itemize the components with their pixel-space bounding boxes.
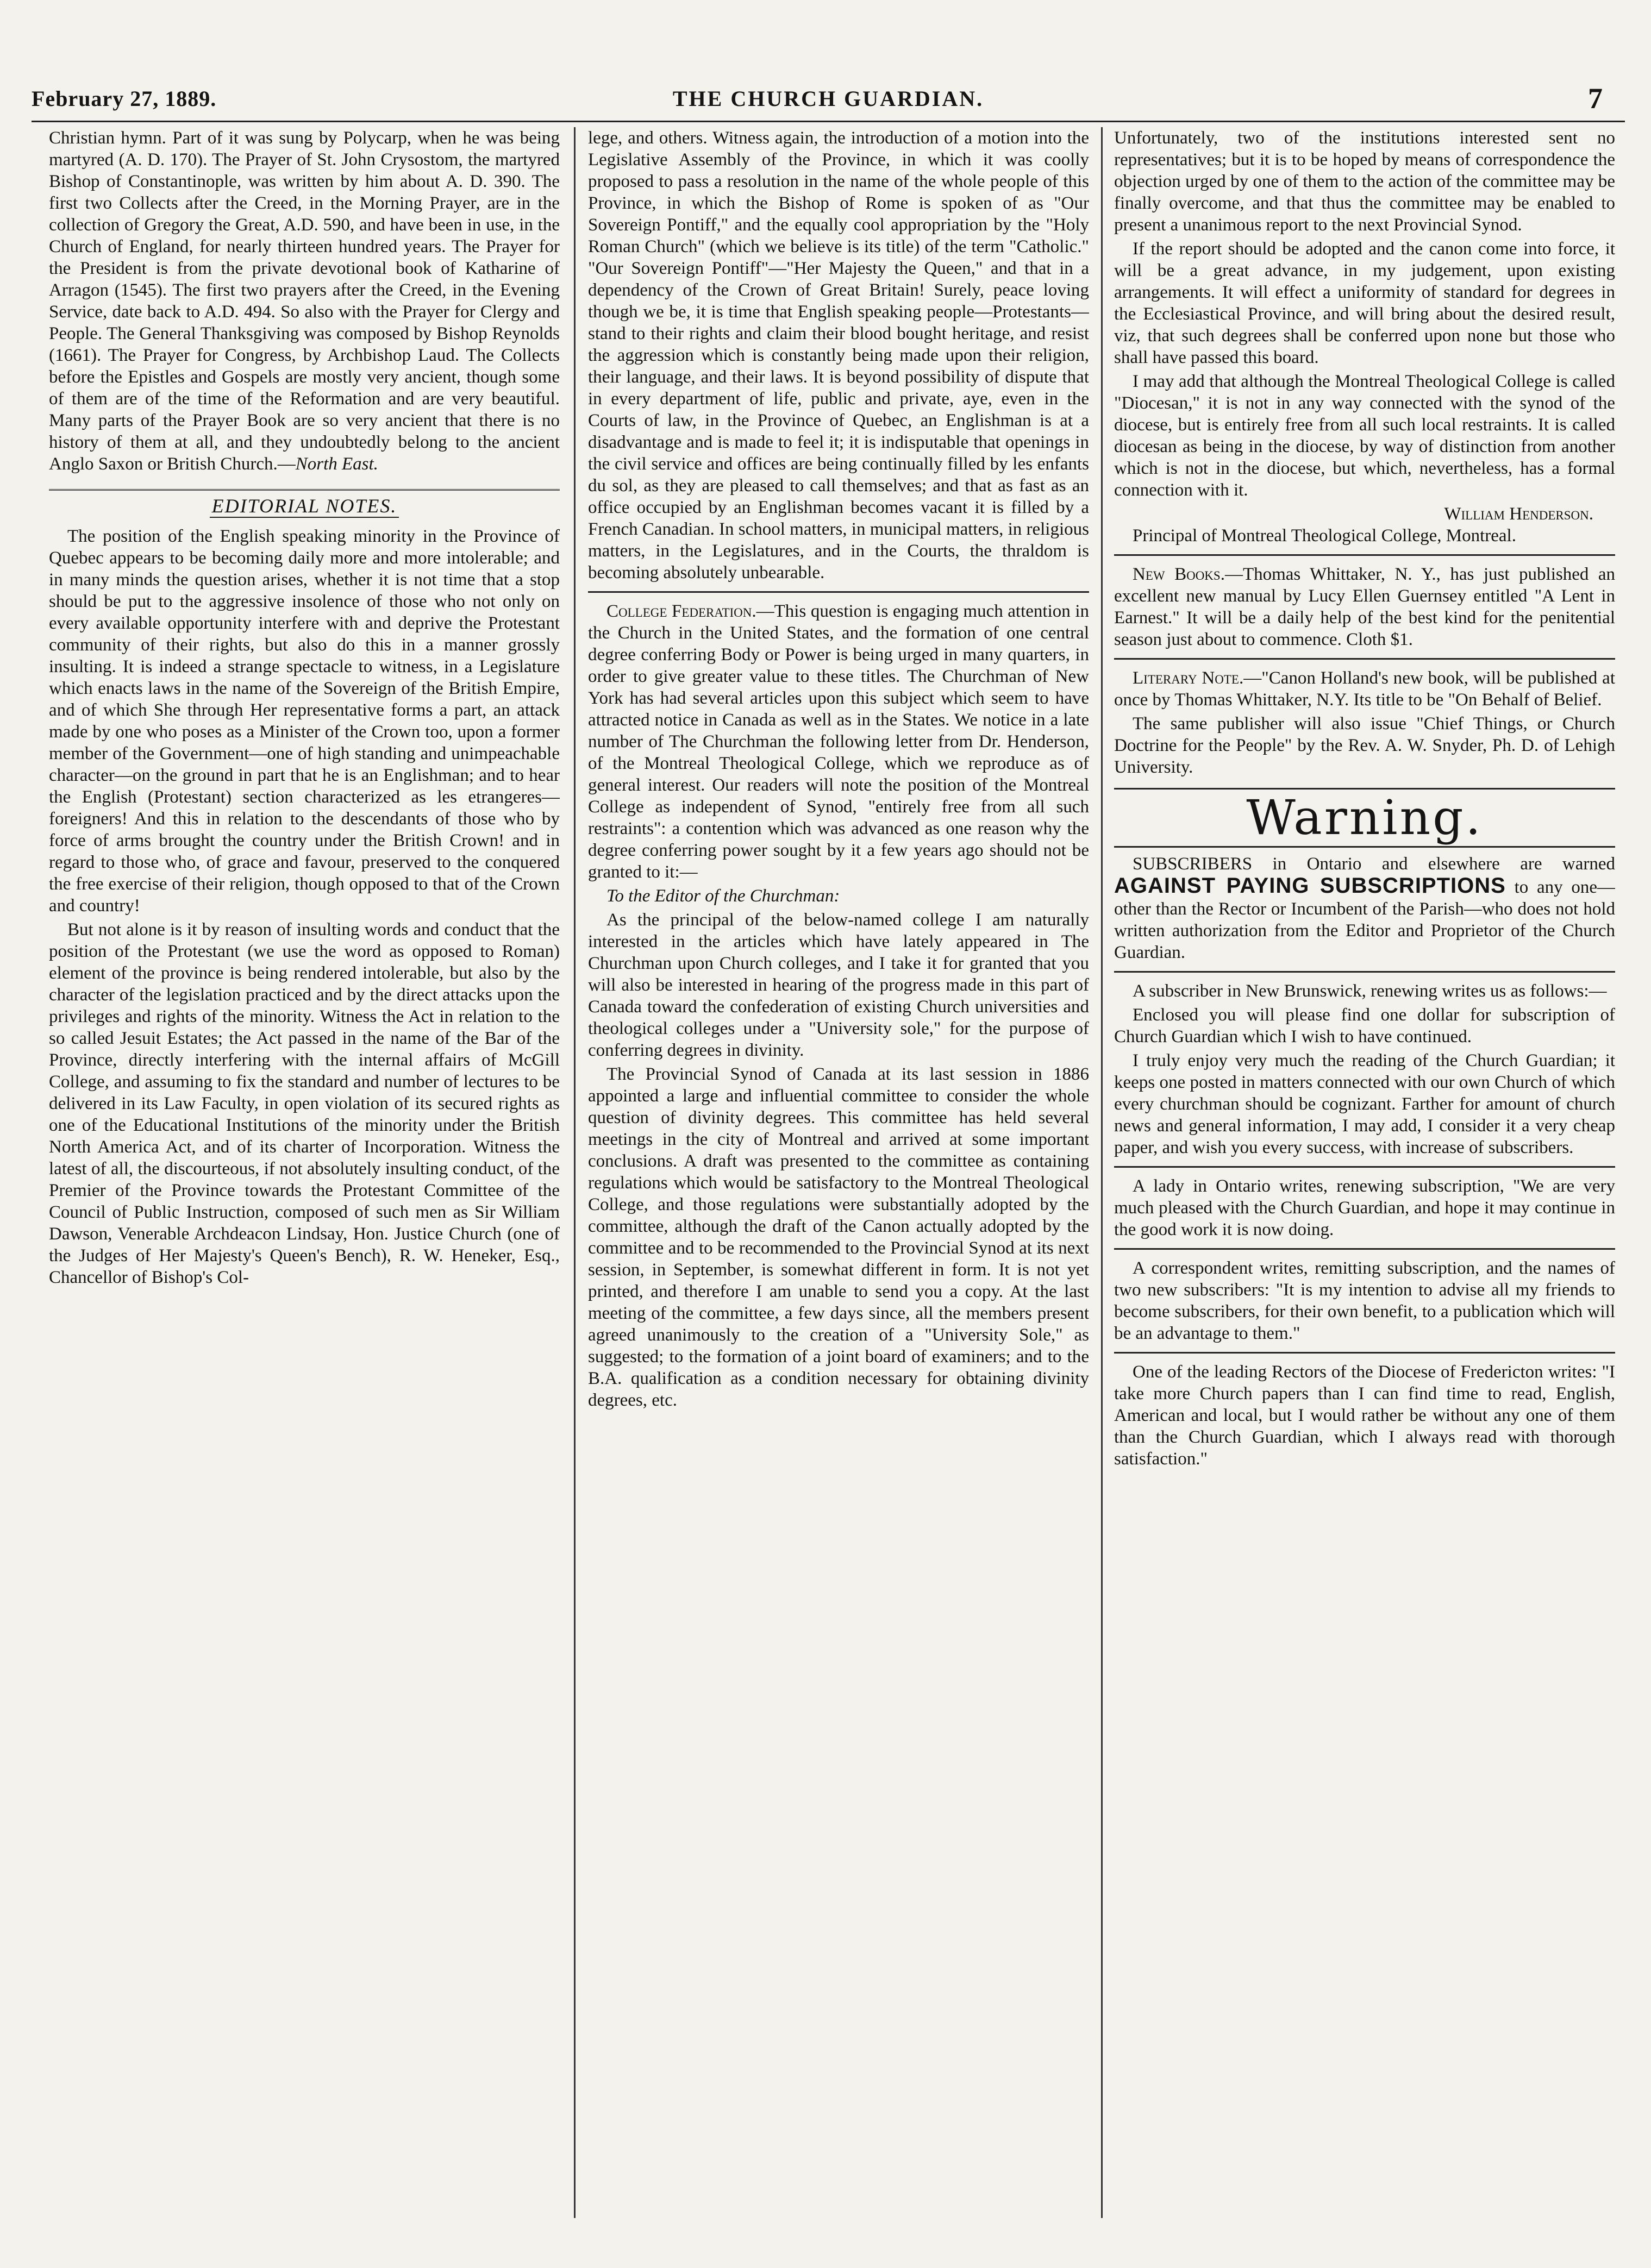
news-item: Literary Note.—"Canon Holland's new book, will be published at once by Thomas Whittaker, N.Y. Its title to be "On Behalf of Belief. xyxy=(1114,668,1615,710)
section-rule xyxy=(588,591,1089,593)
warning-heading: Warning. xyxy=(1114,788,1615,848)
signature-title: Principal of Montreal Theological College, Montreal. xyxy=(1133,526,1516,546)
header-rule xyxy=(32,121,1625,122)
article-paragraph: The position of the English speaking minority in the Province of Quebec appears to be becoming daily more and more intolerable; and in many minds the question arises, whether it is not time that a stop should be put to the aggressive insolence of those who not only on every available opportunity interfere with and deprive the Protestant community of their rights, but also do this in a manner grossly insulting. It is indeed a strange spectacle to witness, in a Legislature which enacts laws in the name of the Sovereign of the British Empire, and of which She through Her representative forms a part, an attack made by one who poses as a Minister of the Crown too, upon a former member of the Government—one of high standing and unimpeachable character—on the ground in part that he is an Englishman; and to hear the English (Protestant) section characterized as les etrangeres—foreigners! And this in relation to the descendants of those who by force of arms brought the country under the British Crown! and in regard to those who, of grace and favour, preserved to the conquered the free exercise of their religion, though opposed to that of the Crown and country! xyxy=(49,527,560,916)
section-heading: EDITORIAL NOTES. xyxy=(49,489,560,518)
section-rule xyxy=(1114,971,1615,973)
letter-paragraph: A correspondent writes, remitting subscription, and the names of two new subscribers: "It is my intention to advise all my friends to become subscribers, for their own benefit, to a publication which will be an advantage to them." xyxy=(1114,1258,1615,1343)
section-rule xyxy=(1114,658,1615,660)
masthead xyxy=(32,82,1625,118)
news-item: New Books.—Thomas Whittaker, N. Y., has just published an excellent new manual by Lucy Ellen Guernsey entitled "A Lent in Earnest." It will be a daily help of the best kind for the penitential season just about to commence. Cloth $1. xyxy=(1114,565,1615,649)
letter-salutation: To the Editor of the Churchman: xyxy=(606,886,840,906)
article-paragraph: College Federation.—This question is engaging much attention in the Church in the United States, and the formation of one central degree conferring Body or Power is being urged in many quarters, in order to give greater value to these titles. The Churchman of New York has had several articles upon this subject which seem to have attracted notice in Canada as well as in the States. We notice in a late number of The Churchman the following letter from Dr. Henderson, of the Montreal Theological College, which we reproduce as of general interest. Our readers will note the position of the Montreal College as independent of Synod, "entirely free from all such restraints": a contention which was advanced as one reason why the degree conferring power sought by it a few years ago should not be granted to it:— xyxy=(588,602,1089,882)
warning-notice: SUBSCRIBERS in Ontario and elsewhere are warned AGAINST PAYING SUBSCRIPTIONS to any one—other than the Rector or Incumbent of the Parish—who does not hold written authorization from the Editor and Proprietor of the Church Guardian. xyxy=(1114,854,1615,962)
letter-paragraph: I truly enjoy very much the reading of the Church Guardian; it keeps one posted in matters connected with our own Church of which every churchman should be cognizant. Farther for amount of church news and general information, I may add, I consider it a very cheap paper, and wish you every success, with increase of subscribers. xyxy=(1114,1051,1615,1157)
column-divider xyxy=(1101,127,1103,2218)
article-paragraph: lege, and others. Witness again, the introduction of a motion into the Legislative Assembly of the Province, in which it was coolly proposed to pass a resolution in the name of the whole people of this Province, in which the Bishop of Rome is spoken of as "Our Sovereign Pontiff," and the equally cool appropriation by the "Holy Roman Church" (which we believe is its title) of the term "Catholic." "Our Sovereign Pontiff"—"Her Majesty the Queen," and that in a dependency of the Crown of Great Britain! Surely, peace loving though we be, it is time that English speaking people—Protestants—stand to their rights and claim their blood bought heritage, and resist the aggression which is constantly being made upon their religion, their language, and their laws. It is beyond possibility of dispute that in every department of life, public and private, aye, even in the Courts of law, in the Province of Quebec, an Englishman is at a disadvantage and is made to feel it; it is indisputable that openings in the civil service and offices are being continually filled by les enfants du sol, as they are pleased to call themselves; and that as fast as an office occupied by an Englishman becomes vacant it is filled by a French Canadian. In school matters, in municipal matters, in religious matters, in the Legislatures, and in the Courts, the thraldom is becoming absolutely unbearable. xyxy=(588,128,1089,582)
column-divider xyxy=(574,127,576,2218)
newspaper-title: THE CHURCH GUARDIAN. xyxy=(672,86,984,111)
section-rule xyxy=(1114,1166,1615,1168)
article-paragraph: Unfortunately, two of the institutions interested sent no representatives; but it is to be hoped by means of correspondence the objection urged by one of them to the action of the committee may be finally overcome, and that thus the committee may be enabled to present a unanimous report to the next Provincial Synod. xyxy=(1114,128,1615,235)
column-1 xyxy=(49,127,560,2218)
news-item: The same publisher will also issue "Chief Things, or Church Doctrine for the People" by the Rev. A. W. Snyder, Ph. D. of Lehigh University. xyxy=(1114,714,1615,777)
article-paragraph: Christian hymn. Part of it was sung by Polycarp, when he was being martyred (A. D. 170). The Prayer of St. John Crysostom, the martyred Bishop of Constantinople, was written by him about A. D. 390. The first two Collects after the Creed, in the Morning Prayer, are in the collection of Gregory the Great, A.D. 590, and have been in use, in the Church of England, for nearly thirteen hundred years. The Prayer for the President is from the private devotional book of Katharine of Arragon (1545). The first two prayers after the Creed, in the Evening Service, date back to A.D. 494. So also with the Prayer for Clergy and People. The General Thanksgiving was composed by Bishop Reynolds (1661). The Prayer for Congress, by Archbishop Laud. The Collects before the Epistles and Gospels are mostly very ancient, though some of them are of the time of the Reformation and are very beautiful. Many parts of the Prayer Book are so very ancient that there is no history of them at all, and they undoubtedly belong to the ancient Anglo Saxon or British Church.—North East. xyxy=(49,128,560,474)
article-paragraph: If the report should be adopted and the canon come into force, it will be a great advance, in my judgement, upon existing arrangements. It will effect a uniformity of standard for degrees in the Ecclesiastical Province, and will bring about the desired result, viz, that such degrees shall be conferred upon none but those who shall have passed this board. xyxy=(1114,239,1615,367)
page-number: 7 xyxy=(1588,82,1603,115)
letter-paragraph: A lady in Ontario writes, renewing subscription, "We are very much pleased with the Church Guardian, and hope it may continue in the good work it is now doing. xyxy=(1114,1176,1615,1239)
article-paragraph: The Provincial Synod of Canada at its last session in 1886 appointed a large and influential committee to consider the whole question of divinity degrees. This committee has held several meetings in the city of Montreal and arrived at some important conclusions. A draft was presented to the committee as containing regulations which would be satisfactory to the Montreal Theological College, and those regulations were substantially adopted by the committee, although the draft of the Canon actually adopted by the committee and to be recommended to the Provincial Synod at its next session, in September, is somewhat different in form. It is not yet printed, and therefore I am unable to send you a copy. At the last meeting of the committee, a few days since, all the members present agreed unanimously to the creation of a "University Sole," as suggested; to the formation of a joint board of examiners; and to the B.A. qualification as a condition necessary for obtaining divinity degrees, etc. xyxy=(588,1064,1089,1410)
letter-paragraph: Enclosed you will please find one dollar for subscription of Church Guardian which I wish to have continued. xyxy=(1114,1005,1615,1047)
article-paragraph: As the principal of the below-named college I am naturally interested in the articles which have lately appeared in The Churchman upon Church colleges, and I take it for granted that you will also be interested in hearing of the progress made in this part of Canada toward the confederation of existing Church universities and theological colleges under a "University sole," for the purpose of conferring degrees in divinity. xyxy=(588,910,1089,1060)
letter-signature: William Henderson. xyxy=(1444,504,1593,524)
section-rule xyxy=(1114,1352,1615,1354)
letter-paragraph: One of the leading Rectors of the Diocese of Fredericton writes: "I take more Church papers than I can find time to read, English, American and local, but I would rather be without any one of them than the Church Guardian, which I always read with thorough satisfaction." xyxy=(1114,1362,1615,1469)
column-3 xyxy=(1114,127,1615,2218)
issue-date: February 27, 1889. xyxy=(32,86,217,111)
section-rule xyxy=(1114,1248,1615,1250)
section-rule xyxy=(1114,554,1615,556)
column-2 xyxy=(588,127,1089,2218)
article-paragraph: I may add that although the Montreal Theological College is called "Diocesan," it is not in any way connected with the synod of the diocese, but is entirely free from all such local restraints. It is called diocesan as being in the diocese, by way of distinction from another which is not in the diocese, but which, nevertheless, has a formal connection with it. xyxy=(1114,372,1615,500)
letter-intro: A subscriber in New Brunswick, renewing writes us as follows:— xyxy=(1133,981,1607,1001)
article-paragraph: But not alone is it by reason of insulting words and conduct that the position of the Protestant (we use the word as opposed to Roman) element of the province is being rendered intolerable, but also by the character of the legislation practiced and by the direct attacks upon the privileges and rights of the minority. Witness the Act in relation to the so called Jesuit Estates; the Act passed in the name of the Bar of the Province, directly interfering with the internal affairs of McGill College, and assuming to fix the standard and number of lectures to be delivered in its Law Faculty, in open violation of its secured rights as one of the Educational Institutions of the minority under the British North America Act, and of its charter of Incorporation. Witness the latest of all, the discourteous, if not absolutely insulting conduct, of the Premier of the Province towards the Protestant Committee of the Council of Public Instruction, composed of such men as Sir William Dawson, Venerable Archdeacon Lindsay, Hon. Justice Church (one of the Judges of Her Majesty's Queen's Bench), R. W. Heneker, Esq., Chancellor of Bishop's Col- xyxy=(49,920,560,1287)
